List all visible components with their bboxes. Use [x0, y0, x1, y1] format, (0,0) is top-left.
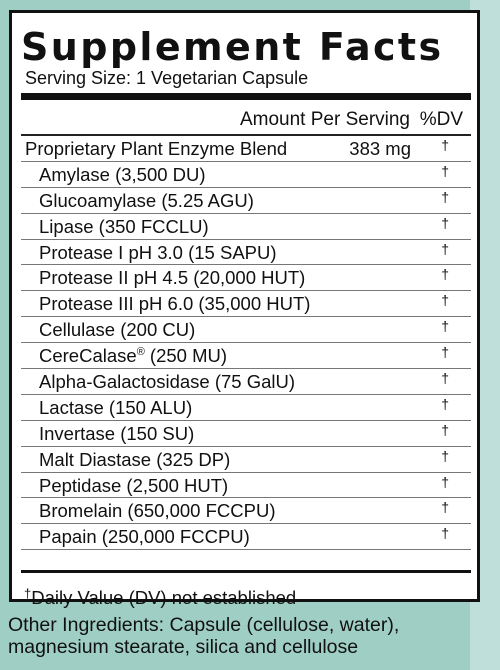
ingredient-name: Protease III pH 6.0 (35,000 HUT): [39, 293, 311, 315]
table-row: [21, 317, 471, 343]
dv-mark: †: [441, 447, 449, 464]
table-row: [21, 473, 471, 499]
dv-mark: †: [441, 395, 449, 412]
ingredient-name: Protease II pH 4.5 (20,000 HUT): [39, 267, 306, 289]
bottom-divider: [21, 570, 471, 573]
dv-mark: †: [441, 292, 449, 309]
ingredient-name: Peptidase (2,500 HUT): [39, 474, 229, 496]
dv-mark: †: [441, 525, 449, 542]
dv-mark: †: [441, 214, 449, 231]
ingredient-name: Glucoamylase (5.25 AGU): [39, 189, 254, 211]
table-row: [21, 421, 471, 447]
table-row: [21, 240, 471, 266]
table-row: [21, 162, 471, 188]
ingredient-name: Lactase (150 ALU): [39, 396, 193, 418]
ingredient-table: [21, 134, 471, 550]
dv-mark: †: [441, 240, 449, 257]
dv-mark: †: [441, 318, 449, 335]
ingredient-name: Lipase (350 FCCLU): [39, 215, 209, 237]
ingredient-name: Protease I pH 3.0 (15 SAPU): [39, 241, 277, 263]
thick-divider: [21, 93, 471, 100]
ingredient-name: Cellulase (200 CU): [39, 319, 196, 341]
dv-mark: †: [441, 137, 449, 153]
ingredient-name: Malt Diastase (325 DP): [39, 448, 231, 470]
ingredient-name: [39, 343, 227, 368]
ingredient-name: Amylase (3,500 DU): [39, 163, 206, 185]
dv-mark: †: [441, 188, 449, 205]
ingredient-name: Proprietary Plant Enzyme Blend: [25, 138, 288, 159]
table-row: [21, 136, 471, 162]
amount-per-serving-header: Amount Per Serving: [239, 109, 410, 130]
panel-title: Supplement Facts: [21, 25, 444, 69]
dv-mark: †: [441, 370, 449, 387]
ingredient-name: Papain (250,000 FCCPU): [39, 526, 250, 548]
table-row: [21, 524, 471, 550]
ingredient-name: Invertase (150 SU): [39, 422, 195, 444]
footnote-text: Daily Value (DV) not established: [31, 587, 297, 608]
dv-mark: †: [441, 344, 449, 361]
footnote: [24, 586, 296, 610]
ingredient-name: Bromelain (650,000 FCCPU): [39, 500, 276, 522]
ingredient-name-rest: (250 MU): [144, 345, 228, 367]
table-row: [21, 369, 471, 395]
column-header-row: [21, 106, 471, 134]
ingredient-amount: 383 mg: [349, 138, 411, 159]
table-row: [21, 265, 471, 291]
serving-size: Serving Size: 1 Vegetarian Capsule: [25, 68, 309, 88]
ingredient-name-main: CereCalase: [39, 345, 137, 367]
table-row: [21, 498, 471, 524]
daily-value-header: %DV: [419, 109, 463, 130]
table-row: [21, 447, 471, 473]
table-row: [21, 343, 471, 369]
dv-mark: †: [441, 266, 449, 283]
table-row: [21, 188, 471, 214]
table-row: [21, 214, 471, 240]
footnote-mark: †: [24, 586, 32, 601]
registered-mark: ®: [136, 346, 145, 359]
table-row: [21, 395, 471, 421]
dv-mark: †: [441, 473, 449, 490]
supplement-facts-panel: [9, 10, 480, 608]
dv-mark: †: [441, 421, 449, 438]
other-ingredients: Other Ingredients: Capsule (cellulose, water), magnesium stearate, silica and cellulose: [8, 614, 400, 658]
table-row: [21, 291, 471, 317]
ingredient-name: Alpha-Galactosidase (75 GalU): [39, 371, 296, 393]
dv-mark: †: [441, 499, 449, 516]
dv-mark: †: [441, 162, 449, 179]
